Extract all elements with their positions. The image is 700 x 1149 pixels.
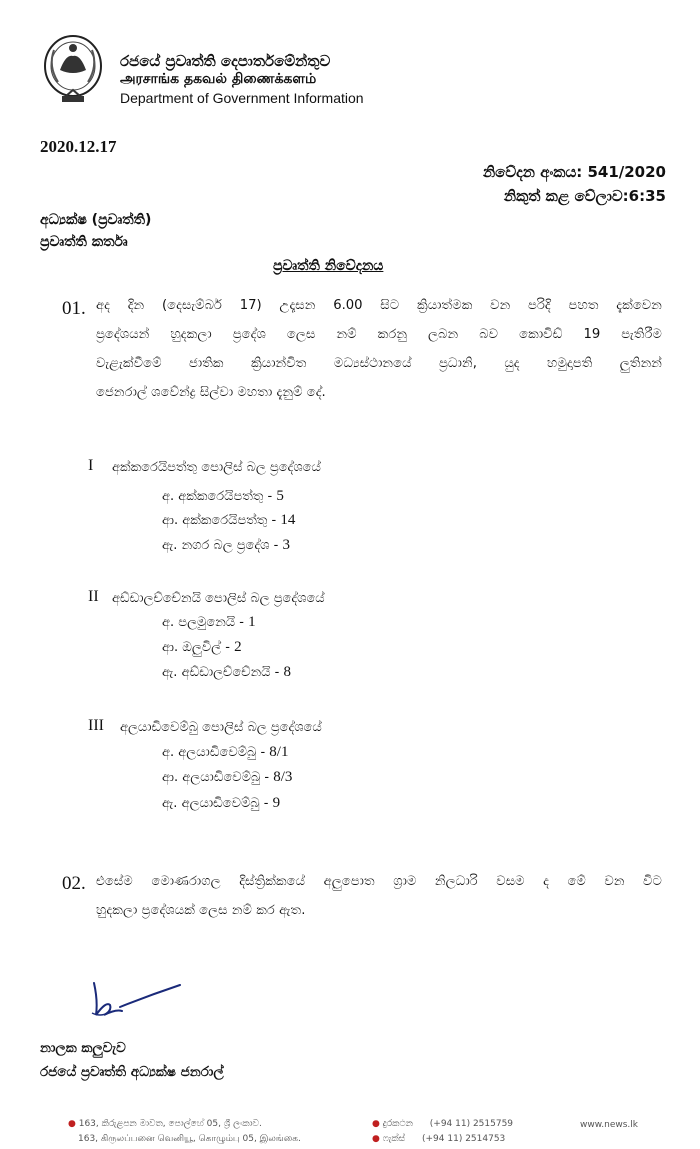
sri-lanka-emblem-logo (40, 30, 106, 110)
paragraph-1-number: 01. (62, 298, 86, 319)
handwritten-signature (80, 975, 190, 1025)
item-name: අලයාඩිවෙම්බු - (182, 770, 270, 785)
item-prefix: ආ. (162, 640, 179, 655)
item-number: 9 (272, 795, 281, 811)
item-name: නගර බල ප්‍රදේශ - (181, 538, 279, 553)
item-name: අඩ්ඩාලච්චේනයි - (181, 665, 280, 680)
item-name: අලයාඩිවෙම්බු - (178, 745, 266, 760)
section-2-item (162, 664, 291, 681)
paragraph-1 (96, 291, 662, 407)
footer-phone (372, 1119, 513, 1129)
document-title: ප්‍රවෘත්ති නිවේදනය (273, 258, 384, 274)
fax-label: ෆැක්ස් (382, 1134, 406, 1144)
phone-label: දුරකථන (382, 1119, 413, 1129)
section-1-title: අක්කරෙයිපත්තු පොලිස් බල ප්‍රදේශයේ (112, 460, 321, 475)
item-number: 3 (282, 537, 290, 553)
item-prefix: අ. (162, 489, 175, 504)
item-name: ඔලුවිල් - (182, 640, 230, 655)
paragraph-2-number: 02. (62, 873, 86, 894)
phone-icon: ● (372, 1119, 380, 1129)
section-3-item (162, 744, 288, 761)
section-1-roman: I (88, 457, 94, 474)
signatory-designation: රජයේ ප්‍රවෘත්ති අධ්‍යක්ෂ ජනරාල් (40, 1064, 224, 1080)
section-3-item (162, 795, 280, 812)
item-prefix: අ. (162, 745, 175, 760)
section-2-title: අඩ්ඩාලච්චේනයි පොලිස් බල ප්‍රදේශයේ (112, 591, 325, 606)
section-3-roman: III (88, 717, 104, 734)
item-number: 8/3 (273, 769, 293, 785)
paragraph-2-line: හුදකලා ප්‍රදේශයක් ලෙස නම් කර ඇත. (96, 903, 306, 918)
paragraph-2-line: එසේම මොණරාගල දිස්ත්‍රික්කයේ අලුපොත ග්‍රාම නිලධාරි වසම ද මේ වන විට (96, 874, 662, 889)
item-prefix: ආ. (162, 770, 179, 785)
header-english: Department of Government Information (120, 90, 364, 106)
footer-website-link[interactable]: www.news.lk (580, 1120, 638, 1130)
item-number: 8/1 (269, 744, 289, 760)
item-name: පලමුනෙයි - (178, 615, 244, 630)
release-time: නිකුත් කළ වේලාව:6:35 (503, 187, 666, 205)
phone-number: (+94 11) 2515759 (429, 1119, 514, 1129)
item-number: 5 (276, 488, 284, 504)
paragraph-1-line: ජෙනරාල් ශවේන්ද්‍ර සිල්වා මහතා දැනුම් දේ. (96, 385, 326, 400)
paragraph-1-line: අද දින (දෙසැම්බර් 17) උදෑසන 6.00 සිට ක්‍රියාත්මක වන පරිදි පහත දැක්වෙන (96, 298, 662, 313)
section-1-item (162, 512, 295, 529)
bullet-icon: ● (68, 1119, 76, 1129)
header-tamil: அரசாங்க தகவல் திணைக்களம் (120, 71, 317, 87)
fax-number: (+94 11) 2514753 (422, 1134, 506, 1144)
release-date: 2020.12.17 (40, 137, 117, 156)
item-name: අලයාඩිවෙම්බු - (181, 796, 269, 811)
item-number: 8 (283, 664, 291, 680)
item-number: 2 (234, 639, 242, 655)
item-number: 14 (280, 512, 296, 528)
address-text: 163, කිරුළපන මාවත, පොල්හේ 05, ශ්‍රී ලංකාව. (78, 1119, 262, 1129)
item-prefix: ඇ. (162, 538, 178, 553)
item-name: අක්කරෙයිපත්තු - (178, 489, 273, 504)
fax-icon: ● (372, 1134, 380, 1144)
footer-address-sinhala (68, 1119, 262, 1129)
signatory-name: නාලක කලුවැව (40, 1040, 126, 1056)
section-1-item (162, 488, 284, 505)
item-prefix: ආ. (162, 513, 179, 528)
paragraph-2 (96, 867, 662, 925)
section-1-item (162, 537, 290, 554)
paragraph-1-line: ප්‍රදේශයන් හුදකලා ප්‍රදේශ ලෙස නම් කරනු ලබන බව කොවිඩ් 19 පැතිරීම (96, 327, 662, 342)
paragraph-1-line: වැළැක්වීමේ ජාතික ක්‍රියාන්විත මධ්‍යස්ථානයේ ප්‍රධානි, යුද හමුදාපති ලුතිනන් (96, 356, 662, 371)
footer-address-tamil: 163, கிருலப்பனை வெனியூ, கொழும்பு 05, இலங்கை. (78, 1134, 301, 1144)
addressee-editor: ප්‍රවෘත්ති කර්තෘ (40, 234, 128, 250)
section-3-title: අලයාඩිවෙම්බු පොලිස් බල ප්‍රදේශයේ (120, 720, 322, 735)
release-number: නිවේදන අංකය: 541/2020 (482, 163, 666, 181)
header-sinhala: රජයේ ප්‍රවෘත්ති දෙපාර්තමේන්තුව (120, 52, 331, 70)
addressee-director: අධ්‍යක්ෂ (ප්‍රවෘත්ති) (40, 212, 152, 228)
section-3-item (162, 769, 292, 786)
section-2-item (162, 639, 242, 656)
item-prefix: ඇ. (162, 665, 178, 680)
section-2-item (162, 614, 256, 631)
item-number: 1 (248, 614, 256, 630)
item-prefix: අ. (162, 615, 175, 630)
item-prefix: ඇ. (162, 796, 178, 811)
section-2-roman: II (88, 588, 99, 605)
item-name: අක්කරෙයිපත්තු - (182, 513, 277, 528)
footer-fax (372, 1134, 505, 1144)
